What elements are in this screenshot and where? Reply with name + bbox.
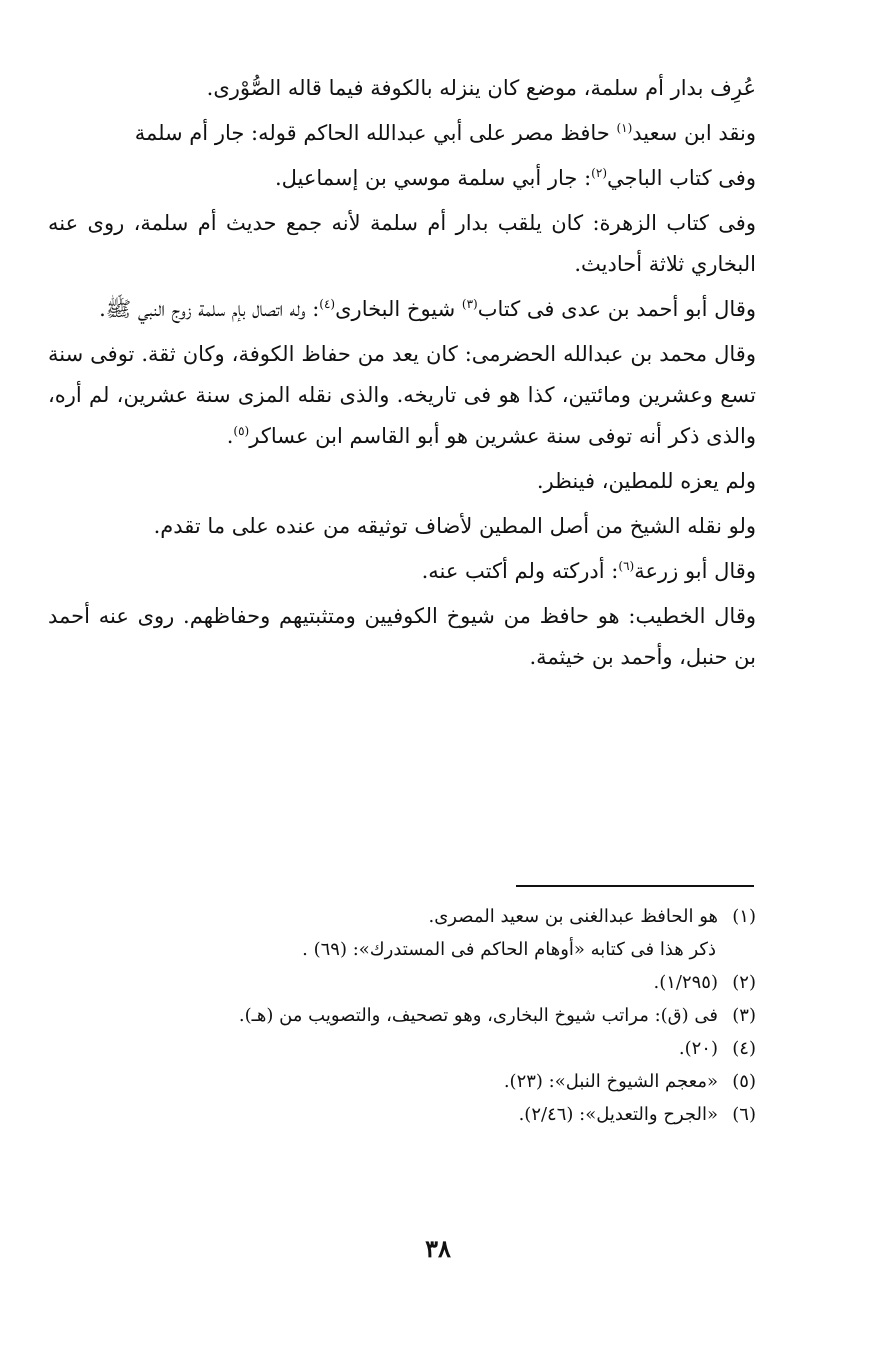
- footnote-marker: (٣): [461, 297, 478, 311]
- footnote: [48, 1032, 756, 1065]
- text-run: وفى كتاب الزهرة: كان يلقب بدار أم سلمة لأنه جمع حديث أم سلمة، روى عنه البخاري ثلاثة أحاديث.: [48, 211, 756, 276]
- footnote-text: ذكر هذا فى كتابه «أوهام الحاكم فى المستدرك»: (٦٩) .: [302, 939, 716, 960]
- footnote-number: (٤): [732, 1038, 756, 1059]
- footnote: [48, 966, 756, 999]
- footnote: [48, 999, 756, 1032]
- text-run: وقال أبو زرعة: [634, 559, 756, 583]
- body-paragraph: [48, 461, 756, 502]
- footnote-marker: (٥): [233, 424, 250, 438]
- text-run: ولو نقله الشيخ من أصل المطين لأضاف توثيقه من عنده على ما تقدم.: [153, 514, 756, 538]
- footnotes: [48, 900, 756, 1131]
- text-run: وقال محمد بن عبدالله الحضرمى: كان يعد من حفاظ الكوفة، وكان ثقة. توفى سنة تسع وعشرين ومائتين، كذا هو فى تاريخه. والذى نقله المزى سنة عشرين، لم أره، والذى ذكر أنه توفى سنة عشرين هو أبو القاسم ابن عساكر: [48, 342, 756, 448]
- footnote-text: «الجرح والتعديل»: (٢/٤٦).: [518, 1104, 718, 1125]
- footnote: [48, 933, 756, 966]
- text-run: وفى كتاب الباجي: [607, 166, 756, 190]
- body-paragraph: [48, 289, 756, 330]
- page-number: ٣٨: [425, 1234, 451, 1263]
- footnote-marker: (٤): [319, 297, 336, 311]
- body-paragraph: [48, 203, 756, 285]
- footnote-text: (١/٢٩٥).: [653, 972, 718, 993]
- text-run: : وله اتصال بإم سلمة زوج النبي ﷺ.: [99, 297, 320, 321]
- body-paragraph: [48, 551, 756, 592]
- footnote-text: «معجم الشيوخ النبل»: (٢٣).: [503, 1071, 718, 1092]
- footnote-marker: (٢): [591, 166, 607, 180]
- footnote-number: (٥): [732, 1071, 756, 1092]
- footnote-number: (١): [732, 906, 756, 927]
- footnote-number: (٣): [732, 1005, 756, 1026]
- footnote-text: هو الحافظ عبدالغنى بن سعيد المصرى.: [428, 906, 718, 927]
- text-run: وقال أبو أحمد بن عدى فى كتاب: [477, 297, 756, 321]
- text-run: حافظ مصر على أبي عبدالله الحاكم قوله: جار أم سلمة: [134, 121, 617, 145]
- text-run: وقال الخطيب: هو حافظ من شيوخ الكوفيين ومتثبتيهم وحفاظهم. روى عنه أحمد بن حنبل، وأحمد بن خيثمة.: [48, 604, 756, 669]
- text-run: عُرِف بدار أم سلمة، موضع كان ينزله بالكوفة فيما قاله الصُّوْرى.: [206, 76, 756, 100]
- footnote: [48, 1065, 756, 1098]
- footnote-number: (٢): [732, 972, 756, 993]
- body-paragraph: [48, 506, 756, 547]
- text-run: : جار أبي سلمة موسي بن إسماعيل.: [274, 166, 592, 190]
- body-paragraph: [48, 334, 756, 457]
- main-text: [48, 68, 756, 682]
- text-run: : أدركته ولم أكتب عنه.: [421, 559, 619, 583]
- footnote-marker: (٦): [618, 559, 635, 573]
- text-run: .: [226, 424, 234, 448]
- text-run: ونقد ابن سعيد: [632, 121, 756, 145]
- footnote-text: (٢٠).: [678, 1038, 718, 1059]
- footnote-number: (٦): [732, 1104, 756, 1125]
- body-paragraph: [48, 596, 756, 678]
- footnote-separator: [516, 885, 754, 887]
- text-run: شيوخ البخارى: [335, 297, 462, 321]
- body-paragraph: [48, 68, 756, 109]
- body-paragraph: [48, 158, 756, 199]
- footnote-text: فى (ق): مراتب شيوخ البخارى، وهو تصحيف، والتصويب من (هـ).: [238, 1005, 718, 1026]
- footnote-marker: (١): [616, 121, 633, 135]
- text-run: ولم يعزه للمطين، فينظر.: [536, 469, 756, 493]
- footnote: [48, 900, 756, 933]
- body-paragraph: [48, 113, 756, 154]
- footnote: [48, 1098, 756, 1131]
